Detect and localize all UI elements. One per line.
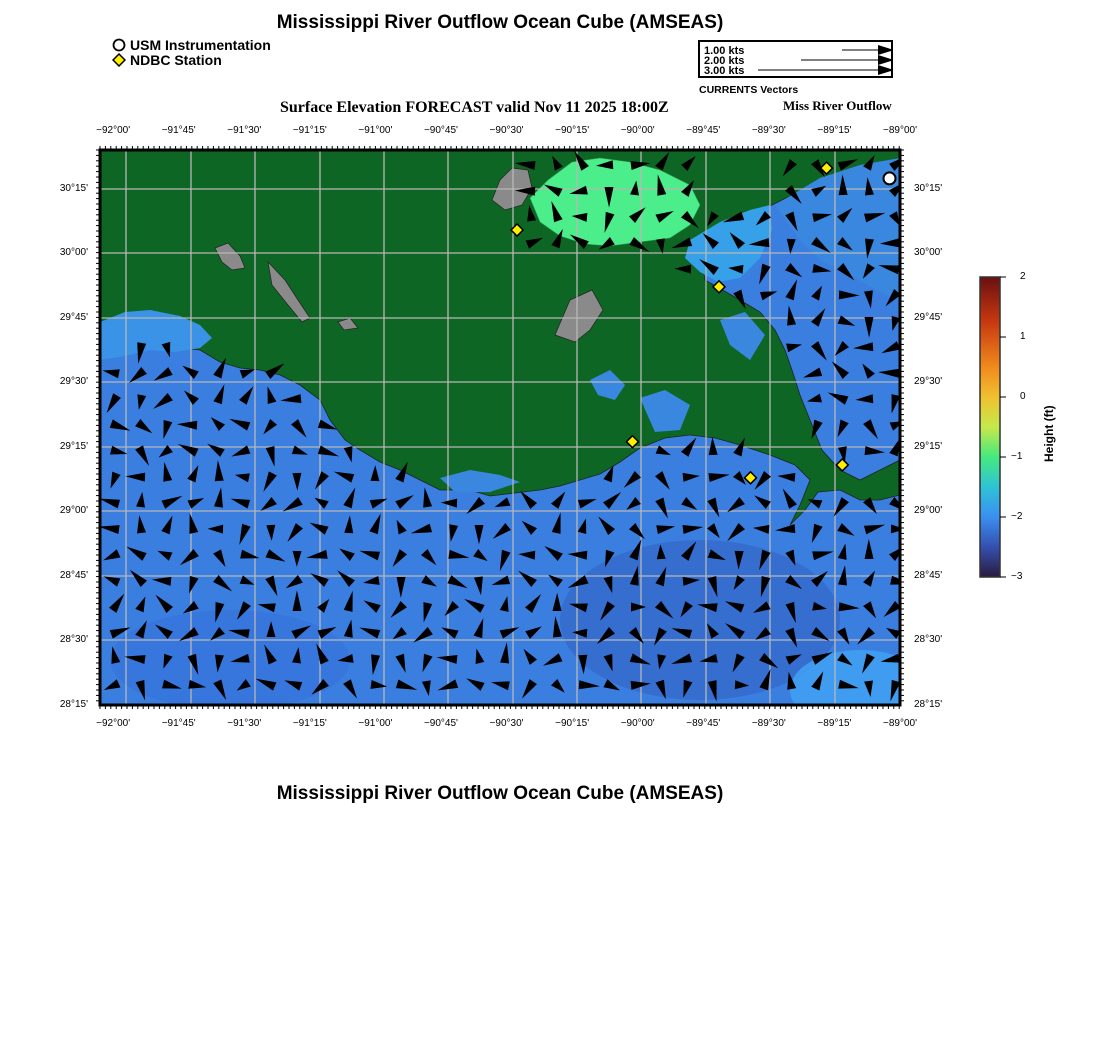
vector-scale-caption: CURRENTS Vectors bbox=[699, 84, 799, 96]
lon-tick-label: −90°00' bbox=[620, 125, 655, 136]
colorbar-tick-label: −3 bbox=[1011, 571, 1023, 582]
colorbar-tick-label: 1 bbox=[1020, 331, 1026, 342]
lat-tick-label: 28°45' bbox=[914, 569, 943, 581]
colorbar-tick-label: 0 bbox=[1020, 391, 1026, 402]
lon-tick-label: −89°00' bbox=[883, 125, 917, 136]
lon-tick-label: −91°00' bbox=[358, 718, 393, 729]
lat-tick-label: 30°00' bbox=[59, 247, 88, 259]
lon-tick-label: −90°15' bbox=[555, 125, 590, 136]
lat-tick-label: 29°00' bbox=[59, 505, 88, 517]
lon-tick-label: −89°15' bbox=[817, 125, 852, 136]
lat-tick-label: 29°15' bbox=[59, 440, 88, 452]
lon-tick-label: −91°45' bbox=[161, 125, 196, 136]
lat-tick-label: 29°30' bbox=[59, 376, 88, 388]
lon-tick-label: −89°00' bbox=[883, 718, 917, 729]
lat-tick-label: 29°45' bbox=[59, 311, 88, 323]
lat-tick-label: 30°15' bbox=[914, 182, 943, 194]
lon-tick-label: −89°30' bbox=[751, 125, 786, 136]
region-label: Miss River Outflow bbox=[783, 98, 892, 113]
lon-tick-label: −92°00' bbox=[96, 125, 131, 136]
lon-tick-label: −91°15' bbox=[292, 125, 327, 136]
lat-tick-label: 28°15' bbox=[914, 699, 943, 710]
lon-tick-label: −89°45' bbox=[686, 125, 721, 136]
lat-tick-label: 29°30' bbox=[914, 376, 943, 388]
lat-tick-label: 30°00' bbox=[914, 247, 943, 259]
lon-tick-label: −92°00' bbox=[96, 718, 131, 729]
vector-scale-label-3: 3.00 kts bbox=[704, 65, 745, 77]
map-subtitle: Surface Elevation FORECAST valid Nov 11 2025 18:00Z bbox=[280, 99, 669, 116]
colorbar-gradient bbox=[980, 277, 1000, 577]
lon-tick-label: −89°45' bbox=[686, 718, 721, 729]
colorbar-label: Height (ft) bbox=[1042, 405, 1056, 462]
page-title: Mississippi River Outflow Ocean Cube (AMSEAS) bbox=[276, 12, 724, 33]
vector-scale-label-1: 1.00 kts bbox=[704, 45, 745, 57]
lon-tick-label: −91°15' bbox=[292, 718, 327, 729]
lon-tick-label: −90°30' bbox=[489, 718, 524, 729]
lon-tick-label: −91°30' bbox=[227, 125, 262, 136]
lon-tick-label: −90°45' bbox=[423, 125, 458, 136]
lat-tick-label: 28°45' bbox=[59, 569, 88, 581]
lon-tick-label: −89°15' bbox=[817, 718, 852, 729]
colorbar-tick-label: −1 bbox=[1011, 451, 1023, 462]
lat-tick-label: 28°30' bbox=[914, 634, 943, 646]
lat-tick-label: 29°45' bbox=[914, 311, 943, 323]
lon-tick-label: −89°30' bbox=[751, 718, 786, 729]
lat-tick-label: 30°15' bbox=[59, 182, 88, 194]
lon-tick-label: −90°45' bbox=[423, 718, 458, 729]
lon-tick-label: −91°00' bbox=[358, 125, 393, 136]
lat-tick-label: 28°15' bbox=[59, 699, 88, 710]
lon-tick-label: −91°45' bbox=[161, 718, 196, 729]
bottom-title: Mississippi River Outflow Ocean Cube (AMSEAS) bbox=[276, 783, 724, 804]
colorbar-tick-label: −2 bbox=[1011, 511, 1023, 522]
legend-ndbc-label: NDBC Station bbox=[130, 52, 222, 68]
lat-tick-label: 28°30' bbox=[59, 634, 88, 646]
lat-tick-label: 29°15' bbox=[914, 440, 943, 452]
legend-usm-label: USM Instrumentation bbox=[130, 37, 271, 53]
vector-scale-label-2: 2.00 kts bbox=[704, 55, 745, 67]
lon-tick-label: −90°30' bbox=[489, 125, 524, 136]
lat-tick-label: 29°00' bbox=[914, 505, 943, 517]
colorbar-tick-label: 2 bbox=[1020, 271, 1026, 282]
lon-tick-label: −90°15' bbox=[555, 718, 590, 729]
lon-tick-label: −90°00' bbox=[620, 718, 655, 729]
lon-tick-label: −91°30' bbox=[227, 718, 262, 729]
